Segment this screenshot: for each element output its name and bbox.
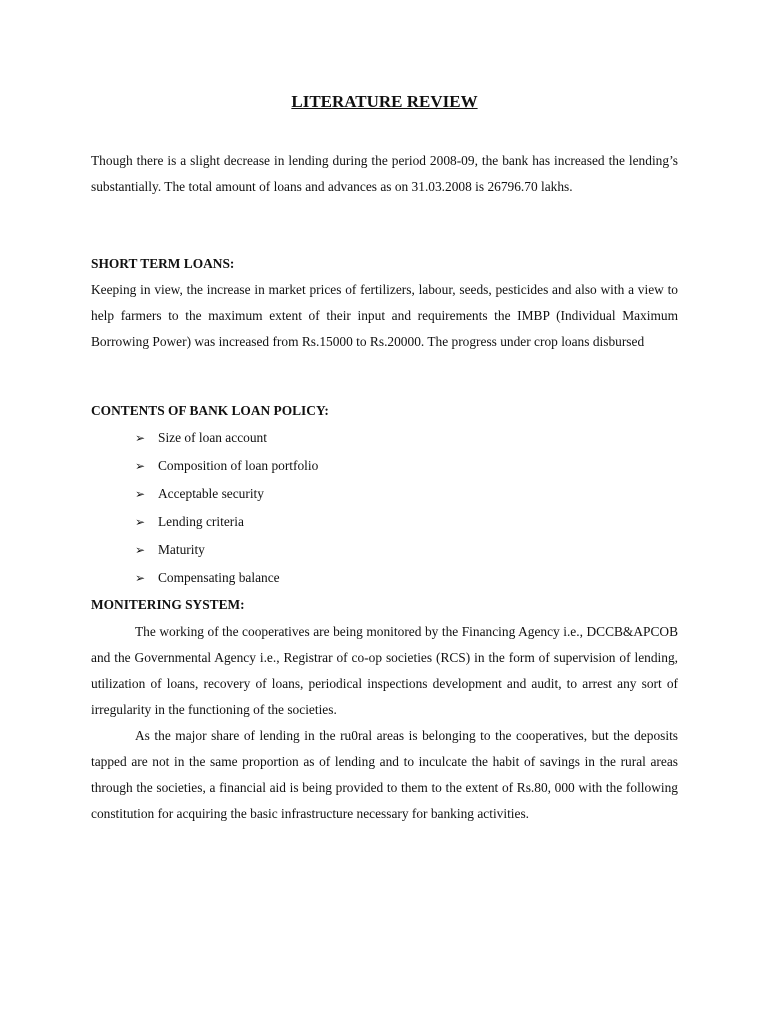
list-item xyxy=(135,567,318,595)
intro-paragraph: Though there is a slight decrease in lending during the period 2008-09, the bank has increased the lending’s substantially. The total amount of loans and advances as on 31.03.2008 is 26796.70 lakhs. xyxy=(91,153,678,194)
list-item-label: Size of loan account xyxy=(158,430,267,445)
short-term-loans-paragraph: Keeping in view, the increase in market prices of fertilizers, labour, seeds, pesticides and also with a view to help farmers to the maximum extent of their input and requirements the IMBP (Individual Maximum Borrowing Power) was increased from Rs.15000 to Rs.20000. The progress under crop loans disbursed xyxy=(91,282,678,349)
list-item-label: Composition of loan portfolio xyxy=(158,458,319,473)
list-item xyxy=(135,483,318,511)
list-item xyxy=(135,427,318,455)
short-term-loans-heading: SHORT TERM LOANS: xyxy=(91,256,235,271)
arrow-bullet-icon: ➢ xyxy=(135,543,146,557)
list-item xyxy=(135,539,318,567)
monitoring-paragraph-1: The working of the cooperatives are being monitored by the Financing Agency i.e., DCCB&APCOB and the Governmental Agency i.e., Registrar of co-op societies (RCS) in the form of supervision of lending, utilization of loans, recovery of loans, periodical inspections development and audit, to arrest any sort of irregularity in the functioning of the societies. xyxy=(91,624,678,717)
list-item xyxy=(135,455,318,483)
list-item-label: Compensating balance xyxy=(158,570,280,585)
monitoring-system-heading: MONITERING SYSTEM: xyxy=(91,597,245,612)
arrow-bullet-icon: ➢ xyxy=(135,571,146,585)
page-title: LITERATURE REVIEW xyxy=(291,92,478,111)
arrow-bullet-icon: ➢ xyxy=(135,431,146,445)
policy-list xyxy=(135,427,318,595)
list-item-label: Lending criteria xyxy=(158,514,244,529)
list-item-label: Maturity xyxy=(158,542,205,557)
monitoring-paragraph-2: As the major share of lending in the ru0ral areas is belonging to the cooperatives, but the deposits tapped are not in the same proportion as of lending and to inculcate the habit of savings in the rural areas through the societies, a financial aid is being provided to them to the extent of Rs.80, 000 with the following constitution for acquiring the basic infrastructure necessary for banking activities. xyxy=(91,728,678,821)
arrow-bullet-icon: ➢ xyxy=(135,459,146,473)
arrow-bullet-icon: ➢ xyxy=(135,487,146,501)
arrow-bullet-icon: ➢ xyxy=(135,515,146,529)
bank-loan-policy-heading: CONTENTS OF BANK LOAN POLICY: xyxy=(91,403,329,418)
list-item xyxy=(135,511,318,539)
list-item-label: Acceptable security xyxy=(158,486,264,501)
